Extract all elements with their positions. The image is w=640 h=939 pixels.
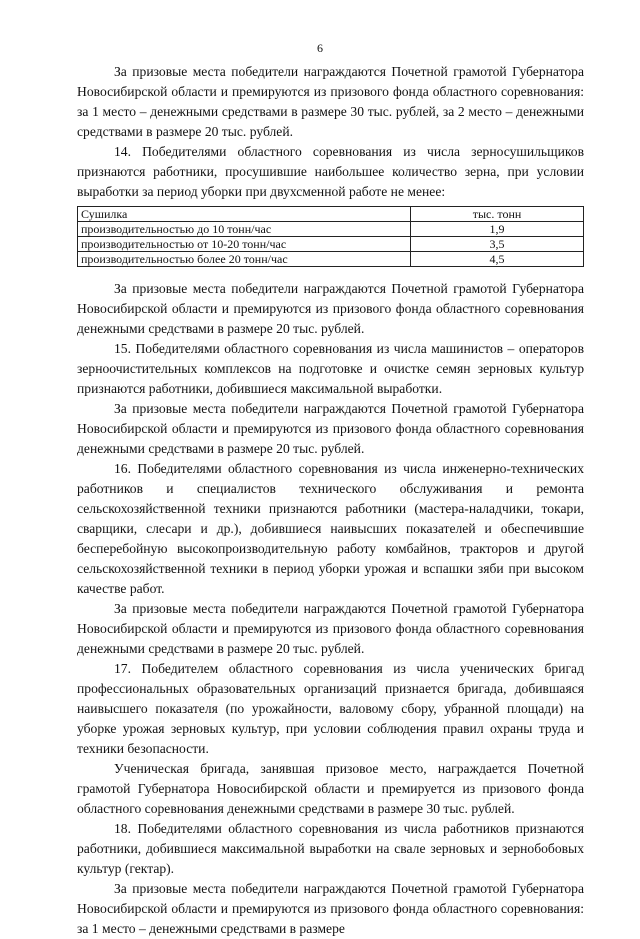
table-header-cell: тыс. тонн bbox=[411, 207, 584, 222]
table-header-row bbox=[78, 207, 584, 222]
paragraph: 18. Победителями областного соревнования из числа работников признаются работники, добившиеся максимальной выработки на свале зерновых и зернобобовых культур (гектар). bbox=[77, 821, 584, 876]
paragraph: За призовые места победители награждаются Почетной грамотой Губернатора Новосибирской области и премируются из призового фонда областного соревнования денежными средствами в размере 20 тыс. рублей. bbox=[77, 281, 584, 336]
paragraph: Ученическая бригада, занявшая призовое место, награждается Почетной грамотой Губернатора Новосибирской области и премируется из призового фонда областного соревнования денежными средствами в размере 30 тыс. рублей. bbox=[77, 761, 584, 816]
paragraph: 15. Победителями областного соревнования из числа машинистов – операторов зерноочистительных комплексов на подготовке и очистке семян зерновых культур признаются работники, добившиеся максимальной выработки. bbox=[77, 341, 584, 396]
table-cell-label: производительностью до 10 тонн/час bbox=[78, 222, 411, 237]
paragraph: За призовые места победители награждаются Почетной грамотой Губернатора Новосибирской области и премируются из призового фонда областного соревнования: за 1 место – денежными средствами в размере 30 тыс. рублей, за 2 место – денежными средствами в размере 20 тыс. рублей. bbox=[77, 64, 584, 139]
paragraph: 17. Победителем областного соревнования из числа ученических бригад профессиональных образовательных организаций признается бригада, добившаяся наивысшего показателя (по урожайности, валовому сбору, убранной площади) на уборке урожая зерновых культур, при условии соблюдения правил охраны труда и техники безопасности. bbox=[77, 661, 584, 756]
table-cell-value: 1,9 bbox=[411, 222, 584, 237]
table-cell-label: производительностью более 20 тонн/час bbox=[78, 252, 411, 267]
table-cell-value: 3,5 bbox=[411, 237, 584, 252]
table-row bbox=[78, 252, 584, 267]
table-cell-label: производительностью от 10-20 тонн/час bbox=[78, 237, 411, 252]
table-header-cell: Сушилка bbox=[78, 207, 411, 222]
paragraph: За призовые места победители награждаются Почетной грамотой Губернатора Новосибирской области и премируются из призового фонда областного соревнования денежными средствами в размере 20 тыс. рублей. bbox=[77, 601, 584, 656]
paragraph: За призовые места победители награждаются Почетной грамотой Губернатора Новосибирской области и премируются из призового фонда областного соревнования денежными средствами в размере 20 тыс. рублей. bbox=[77, 401, 584, 456]
dryer-output-table bbox=[77, 206, 584, 267]
paragraph: 16. Победителями областного соревнования из числа инженерно-технических работников и специалистов технического обслуживания и ремонта сельскохозяйственной техники признаются работники (мастера-наладчики, токари, сварщики, слесари и др.), добившиеся наивысших показателей и обеспечившие бесперебойную высокопроизводительную работу комбайнов, тракторов и другой сельскохозяйственной техники в период уборки урожая и вспашки зяби при высоком качестве работ. bbox=[77, 461, 584, 596]
page-number: 6 bbox=[317, 41, 323, 55]
table-row bbox=[78, 237, 584, 252]
document-body bbox=[77, 62, 584, 939]
table-cell-value: 4,5 bbox=[411, 252, 584, 267]
paragraph: За призовые места победители награждаются Почетной грамотой Губернатора Новосибирской области и премируются из призового фонда областного соревнования: за 1 место – денежными средствами в размере bbox=[77, 881, 584, 936]
paragraph: 14. Победителями областного соревнования из числа зерносушильщиков признаются работники, просушившие наибольшее количество зерна, при условии выработки за период уборки при двухсменной работе не менее: bbox=[77, 144, 584, 199]
table-row bbox=[78, 222, 584, 237]
